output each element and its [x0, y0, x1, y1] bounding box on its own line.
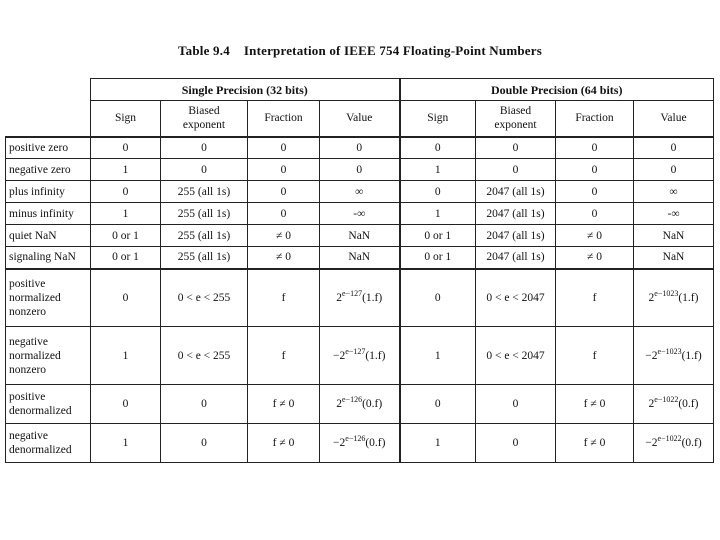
single-precision-header: Single Precision (32 bits): [91, 79, 400, 101]
single-exponent-cell: 0: [161, 385, 248, 424]
row-label-line: negative: [9, 335, 48, 348]
single-fraction-cell: ≠ 0: [248, 225, 320, 247]
row-label-line: positive: [9, 391, 46, 403]
value-mantissa: (1.f): [681, 349, 702, 362]
double-fraction-cell: 0: [556, 203, 634, 225]
value-exponent: e−1022: [657, 434, 682, 443]
single-fraction-cell: 0: [248, 137, 320, 159]
double-sign-cell: 0: [400, 181, 476, 203]
double-value-cell: ∞: [634, 181, 714, 203]
table-body: [6, 79, 714, 463]
row-label-line: nonzero: [9, 363, 47, 376]
single-value-cell: 0: [320, 159, 400, 181]
value-mantissa: (0.f): [681, 437, 702, 449]
single-sign-cell: 0: [91, 385, 161, 424]
single-fraction-cell: 0: [248, 159, 320, 181]
single-sign-cell: 0 or 1: [91, 247, 161, 269]
value-exponent: e−1023: [654, 288, 679, 298]
double-exponent-cell: 0 < e < 2047: [476, 269, 556, 327]
double-exponent-cell: 0: [476, 159, 556, 181]
row-label-line: plus infinity: [9, 185, 65, 198]
corner-cell: [6, 79, 91, 137]
double-sign-cell: 1: [400, 159, 476, 181]
single-value-cell: NaN: [320, 225, 400, 247]
double-fraction-cell: 0: [556, 159, 634, 181]
row-label-line: minus infinity: [9, 207, 74, 220]
value-base: 2: [648, 398, 655, 410]
value-mantissa: (0.f): [362, 398, 383, 410]
double-fraction-cell: f ≠ 0: [556, 385, 634, 424]
single-fraction-cell: f: [248, 327, 320, 385]
double-fraction-cell: ≠ 0: [556, 225, 634, 247]
single-fraction-cell: f ≠ 0: [248, 424, 320, 463]
double-exponent-cell: 2047 (all 1s): [476, 225, 556, 247]
table-row: [6, 159, 714, 181]
value-exponent: e−1022: [654, 395, 679, 404]
single-exponent-cell: 255 (all 1s): [161, 225, 248, 247]
table-row: [6, 327, 714, 385]
table-row: [6, 247, 714, 269]
single-sign-cell: 0: [91, 181, 161, 203]
table-row: [6, 181, 714, 203]
single-sign-cell: 1: [91, 424, 161, 463]
single-exponent-cell: 255 (all 1s): [161, 181, 248, 203]
single-value-cell: [320, 385, 400, 424]
single-value-cell: [320, 269, 400, 327]
single-fraction-cell: 0: [248, 181, 320, 203]
row-label: [6, 424, 91, 463]
table-row: [6, 385, 714, 424]
row-label-line: negative zero: [9, 163, 71, 176]
value-base: 2: [336, 398, 343, 410]
double-exponent-cell: 0 < e < 2047: [476, 327, 556, 385]
row-label-line: normalized: [9, 291, 61, 304]
double-exponent-cell: 2047 (all 1s): [476, 203, 556, 225]
single-sign-cell: 1: [91, 327, 161, 385]
col-value-single: Value: [320, 101, 400, 137]
col-exponent-double: [476, 101, 556, 137]
double-exponent-cell: 2047 (all 1s): [476, 247, 556, 269]
row-label: [6, 247, 91, 269]
col-exponent-line2: exponent: [182, 119, 226, 132]
col-value-double: Value: [634, 101, 714, 137]
table-row: [6, 424, 714, 463]
double-exponent-cell: 0: [476, 424, 556, 463]
row-label-line: positive: [9, 277, 46, 290]
table-title: [0, 43, 720, 59]
group-header-row: [6, 79, 714, 101]
single-value-cell: [320, 327, 400, 385]
column-header-row: [6, 101, 714, 137]
value-exponent: e−126: [342, 395, 363, 404]
value-exponent: e−127: [342, 288, 363, 298]
value-base: 2: [336, 291, 343, 304]
double-exponent-cell: 0: [476, 385, 556, 424]
double-precision-header: Double Precision (64 bits): [400, 79, 714, 101]
double-value-cell: 0: [634, 137, 714, 159]
single-sign-cell: 1: [91, 159, 161, 181]
single-sign-cell: 0: [91, 137, 161, 159]
value-base: −2: [645, 349, 658, 362]
row-label: [6, 203, 91, 225]
value-base: −2: [645, 437, 658, 449]
value-exponent: e−126: [345, 434, 366, 443]
double-value-cell: [634, 424, 714, 463]
double-value-cell: -∞: [634, 203, 714, 225]
col-sign-single: Sign: [91, 101, 161, 137]
single-sign-cell: 1: [91, 203, 161, 225]
single-sign-cell: 0 or 1: [91, 225, 161, 247]
row-label-line: nonzero: [9, 305, 47, 318]
single-exponent-cell: 0 < e < 255: [161, 269, 248, 327]
col-fraction-single: Fraction: [248, 101, 320, 137]
col-exponent-line1: Biased: [188, 105, 220, 118]
single-value-cell: -∞: [320, 203, 400, 225]
double-sign-cell: 1: [400, 203, 476, 225]
double-sign-cell: 0: [400, 269, 476, 327]
value-mantissa: (1.f): [365, 349, 386, 362]
ieee754-table: [5, 78, 714, 463]
double-value-cell: 0: [634, 159, 714, 181]
table-row: [6, 225, 714, 247]
double-fraction-cell: 0: [556, 181, 634, 203]
single-value-cell: ∞: [320, 181, 400, 203]
single-fraction-cell: f ≠ 0: [248, 385, 320, 424]
value-base: 2: [648, 291, 655, 304]
double-sign-cell: 1: [400, 424, 476, 463]
row-label-line: signaling NaN: [9, 251, 76, 264]
single-fraction-cell: ≠ 0: [248, 247, 320, 269]
table-row: [6, 137, 714, 159]
value-base: −2: [333, 437, 346, 449]
single-exponent-cell: 0: [161, 159, 248, 181]
double-value-cell: [634, 269, 714, 327]
col-exponent-single: [161, 101, 248, 137]
double-fraction-cell: 0: [556, 137, 634, 159]
value-exponent: e−127: [345, 346, 366, 356]
single-exponent-cell: 0: [161, 137, 248, 159]
value-base: −2: [333, 349, 346, 362]
double-value-cell: [634, 385, 714, 424]
single-value-cell: [320, 424, 400, 463]
single-exponent-cell: 255 (all 1s): [161, 247, 248, 269]
row-label-line: denormalized: [9, 405, 72, 417]
double-fraction-cell: f ≠ 0: [556, 424, 634, 463]
value-mantissa: (0.f): [678, 398, 699, 410]
col-sign-double: Sign: [400, 101, 476, 137]
table-row: [6, 269, 714, 327]
double-value-cell: [634, 327, 714, 385]
single-fraction-cell: f: [248, 269, 320, 327]
row-label-line: quiet NaN: [9, 229, 57, 242]
row-label: [6, 269, 91, 327]
col-exponent-line2: exponent: [494, 119, 537, 132]
row-label: [6, 327, 91, 385]
row-label: [6, 159, 91, 181]
double-sign-cell: 0 or 1: [400, 225, 476, 247]
col-fraction-double: Fraction: [556, 101, 634, 137]
double-value-cell: NaN: [634, 247, 714, 269]
double-fraction-cell: f: [556, 269, 634, 327]
value-mantissa: (1.f): [362, 291, 383, 304]
table-row: [6, 203, 714, 225]
double-exponent-cell: 2047 (all 1s): [476, 181, 556, 203]
single-value-cell: NaN: [320, 247, 400, 269]
single-value-cell: 0: [320, 137, 400, 159]
value-mantissa: (0.f): [365, 437, 386, 449]
double-sign-cell: 0: [400, 385, 476, 424]
double-fraction-cell: f: [556, 327, 634, 385]
value-mantissa: (1.f): [678, 291, 699, 304]
table-caption: Interpretation of IEEE 754 Floating-Point Numbers: [243, 43, 542, 58]
col-exponent-line1: Biased: [499, 105, 532, 118]
single-sign-cell: 0: [91, 269, 161, 327]
single-fraction-cell: 0: [248, 203, 320, 225]
double-exponent-cell: 0: [476, 137, 556, 159]
row-label: [6, 181, 91, 203]
double-sign-cell: 0 or 1: [400, 247, 476, 269]
row-label: [6, 225, 91, 247]
double-sign-cell: 1: [400, 327, 476, 385]
single-exponent-cell: 0: [161, 424, 248, 463]
double-value-cell: NaN: [634, 225, 714, 247]
row-label: [6, 385, 91, 424]
row-label-line: normalized: [9, 349, 61, 362]
single-exponent-cell: 0 < e < 255: [161, 327, 248, 385]
table-number: Table 9.4: [178, 43, 230, 58]
row-label-line: negative: [9, 430, 48, 442]
single-exponent-cell: 255 (all 1s): [161, 203, 248, 225]
row-label-line: positive zero: [9, 141, 69, 154]
value-exponent: e−1023: [657, 346, 682, 356]
double-sign-cell: 0: [400, 137, 476, 159]
row-label: [6, 137, 91, 159]
double-fraction-cell: ≠ 0: [556, 247, 634, 269]
row-label-line: denormalized: [9, 444, 72, 456]
